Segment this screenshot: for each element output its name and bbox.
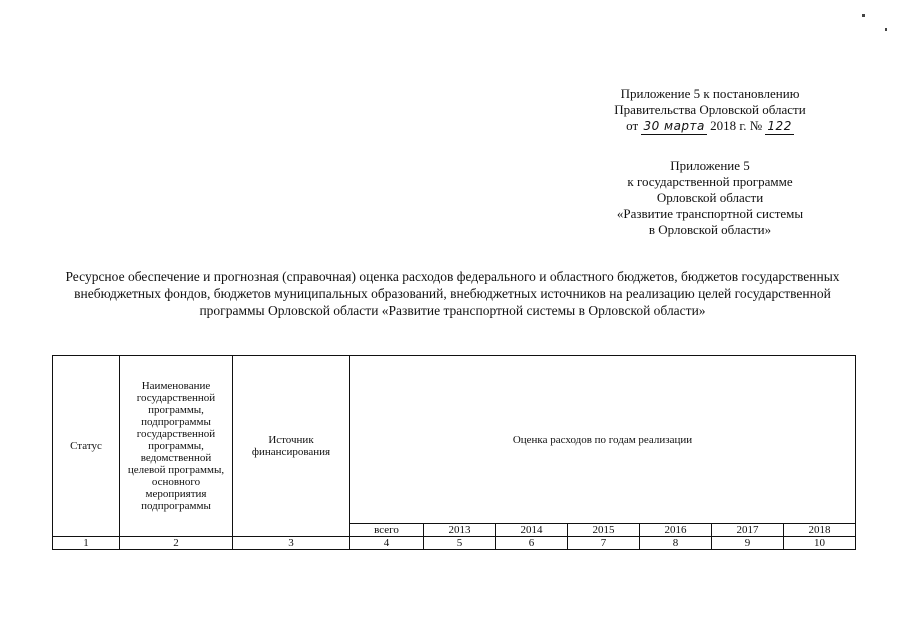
header-name-line: государственной: [136, 428, 216, 440]
appendix-second-line5: в Орловской области»: [648, 222, 772, 237]
year-cell-total: всего: [350, 524, 424, 537]
title-line2: внебюджетных фондов, бюджетов муниципальных образований, внебюджетных источников на реализацию целей государственной: [74, 286, 831, 301]
appendix-top-line2: Правительства Орловской области: [614, 102, 806, 117]
handwritten-number: 122: [767, 119, 792, 133]
column-number: 7: [568, 537, 640, 550]
column-number-row: [53, 537, 856, 550]
appendix-top-date-line: [560, 118, 860, 135]
column-number: 8: [640, 537, 712, 550]
title-line1: Ресурсное обеспечение и прогнозная (справочная) оценка расходов федерального и областного бюджетов, бюджетов государственных: [65, 269, 840, 284]
funding-table-wrap: [52, 355, 856, 550]
year-cell: 2016: [640, 524, 712, 537]
year-cell: 2017: [712, 524, 784, 537]
header-name-line: Наименование: [141, 380, 211, 392]
header-status: Статус: [53, 356, 120, 537]
appendix-top-line1: Приложение 5 к постановлению: [620, 86, 800, 101]
column-number: 1: [53, 537, 120, 550]
appendix-second-line3: Орловской области: [656, 190, 764, 205]
funding-table: [52, 355, 856, 550]
header-name-line: ведомственной: [140, 452, 212, 464]
scan-speck: [885, 28, 887, 31]
column-number: 6: [496, 537, 568, 550]
year-cell: 2013: [424, 524, 496, 537]
header-program-name: [120, 356, 233, 537]
header-name-line: программы,: [148, 404, 204, 416]
document-title: [20, 268, 885, 319]
header-source-line: финансирования: [251, 446, 331, 458]
date-year: 2018 г. №: [710, 118, 763, 133]
column-number: 9: [712, 537, 784, 550]
header-name-line: государственной: [136, 392, 216, 404]
year-cell: 2014: [496, 524, 568, 537]
year-cell: 2015: [568, 524, 640, 537]
header-row: [53, 356, 856, 524]
title-line3: программы Орловской области «Развитие транспортной системы в Орловской области»: [199, 303, 706, 318]
header-name-line: подпрограммы: [141, 500, 211, 512]
date-prefix: от: [626, 118, 639, 133]
column-number: 5: [424, 537, 496, 550]
header-name-line: основного: [151, 476, 201, 488]
appendix-second-block: [560, 158, 860, 238]
header-name-line: программы,: [148, 440, 204, 452]
header-source-line: Источник: [268, 434, 314, 446]
column-number: 4: [350, 537, 424, 550]
scan-speck: [862, 14, 865, 17]
appendix-second-line4: «Развитие транспортной системы: [616, 206, 804, 221]
appendix-top-block: [560, 86, 860, 135]
header-estimate: Оценка расходов по годам реализации: [350, 356, 856, 524]
column-number: 10: [784, 537, 856, 550]
appendix-second-line2: к государственной программе: [627, 174, 793, 189]
header-name-line: мероприятия: [145, 488, 207, 500]
header-name-line: подпрограммы: [141, 416, 211, 428]
header-funding-source: [233, 356, 350, 537]
column-number: 3: [233, 537, 350, 550]
handwritten-date: 30 марта: [643, 119, 705, 133]
header-name-line: целевой программы,: [127, 464, 225, 476]
year-cell: 2018: [784, 524, 856, 537]
column-number: 2: [120, 537, 233, 550]
appendix-second-line1: Приложение 5: [670, 158, 750, 173]
